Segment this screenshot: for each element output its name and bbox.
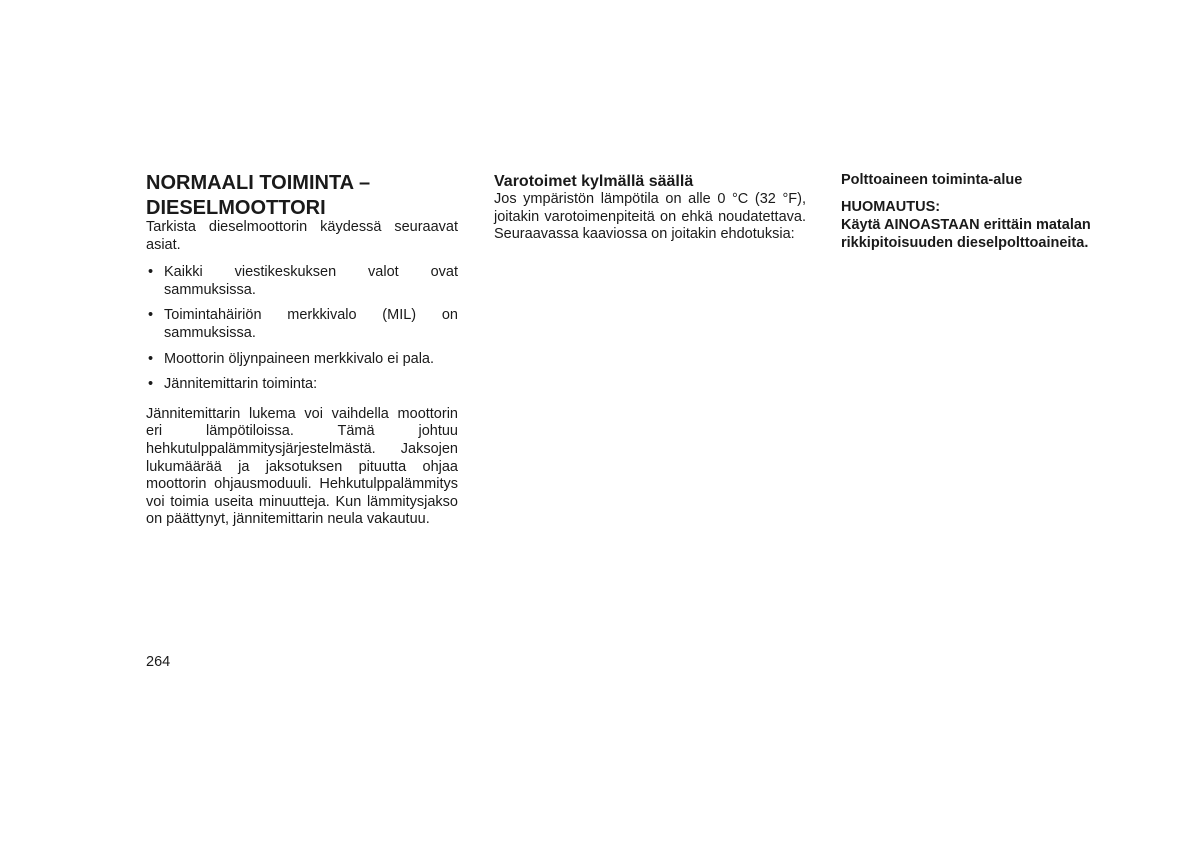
note-label: HUOMAUTUS:: [841, 199, 941, 215]
checklist: [146, 264, 458, 394]
list-item-text: Jännitemittarin toiminta:: [164, 376, 318, 393]
bullet-icon: •: [148, 376, 154, 393]
list-item: [146, 376, 458, 394]
middle-column: [494, 170, 806, 244]
right-column: [841, 170, 1153, 252]
voltmeter-paragraph: Jännitemittarin lukema voi vaihdella moottorin eri lämpötiloissa. Tämä johtuu hehkutulppalämmitysjärjestelmästä. Jaksojen lukumäärää ja jaksotuksen pituutta ohjaa moottorin ohjausmoduuli. Hehkutulppalämmitys voi toimia useita minuutteja. Kun lämmitysjakso on päättynyt, jännitemittarin neula vakautuu.: [146, 405, 458, 528]
list-item-text: Toimintahäiriön merkkivalo (MIL) on sammuksissa.: [164, 307, 458, 341]
list-item-text: Kaikki viestikeskuksen valot ovat sammuksissa.: [164, 264, 458, 298]
page-number: 264: [146, 654, 171, 670]
bullet-icon: •: [148, 350, 154, 367]
cold-weather-paragraph: Jos ympäristön lämpötila on alle 0 °C (32 °F), joitakin varotoimenpiteitä on ehkä noudatettava. Seuraavassa kaaviossa on joitakin ehdotuksia:: [494, 191, 806, 243]
list-item-text: Moottorin öljynpaineen merkkivalo ei pala.: [164, 350, 435, 367]
list-item: [146, 351, 458, 369]
bullet-icon: •: [148, 307, 154, 324]
section-title: NORMAALI TOIMINTA – DIESELMOOTTORI: [146, 172, 371, 219]
fuel-range-heading: Polttoaineen toiminta-alue: [841, 172, 1023, 188]
left-column: [146, 170, 458, 529]
list-item: [146, 264, 458, 299]
bullet-icon: •: [148, 264, 154, 281]
note-text: Käytä AINOASTAAN erittäin matalan rikkipitoisuuden dieselpolttoaineita.: [841, 217, 1091, 251]
intro-text: Tarkista dieselmoottorin käydessä seuraavat asiat.: [146, 219, 458, 253]
cold-weather-heading: Varotoimet kylmällä säällä: [494, 173, 694, 190]
list-item: [146, 307, 458, 342]
